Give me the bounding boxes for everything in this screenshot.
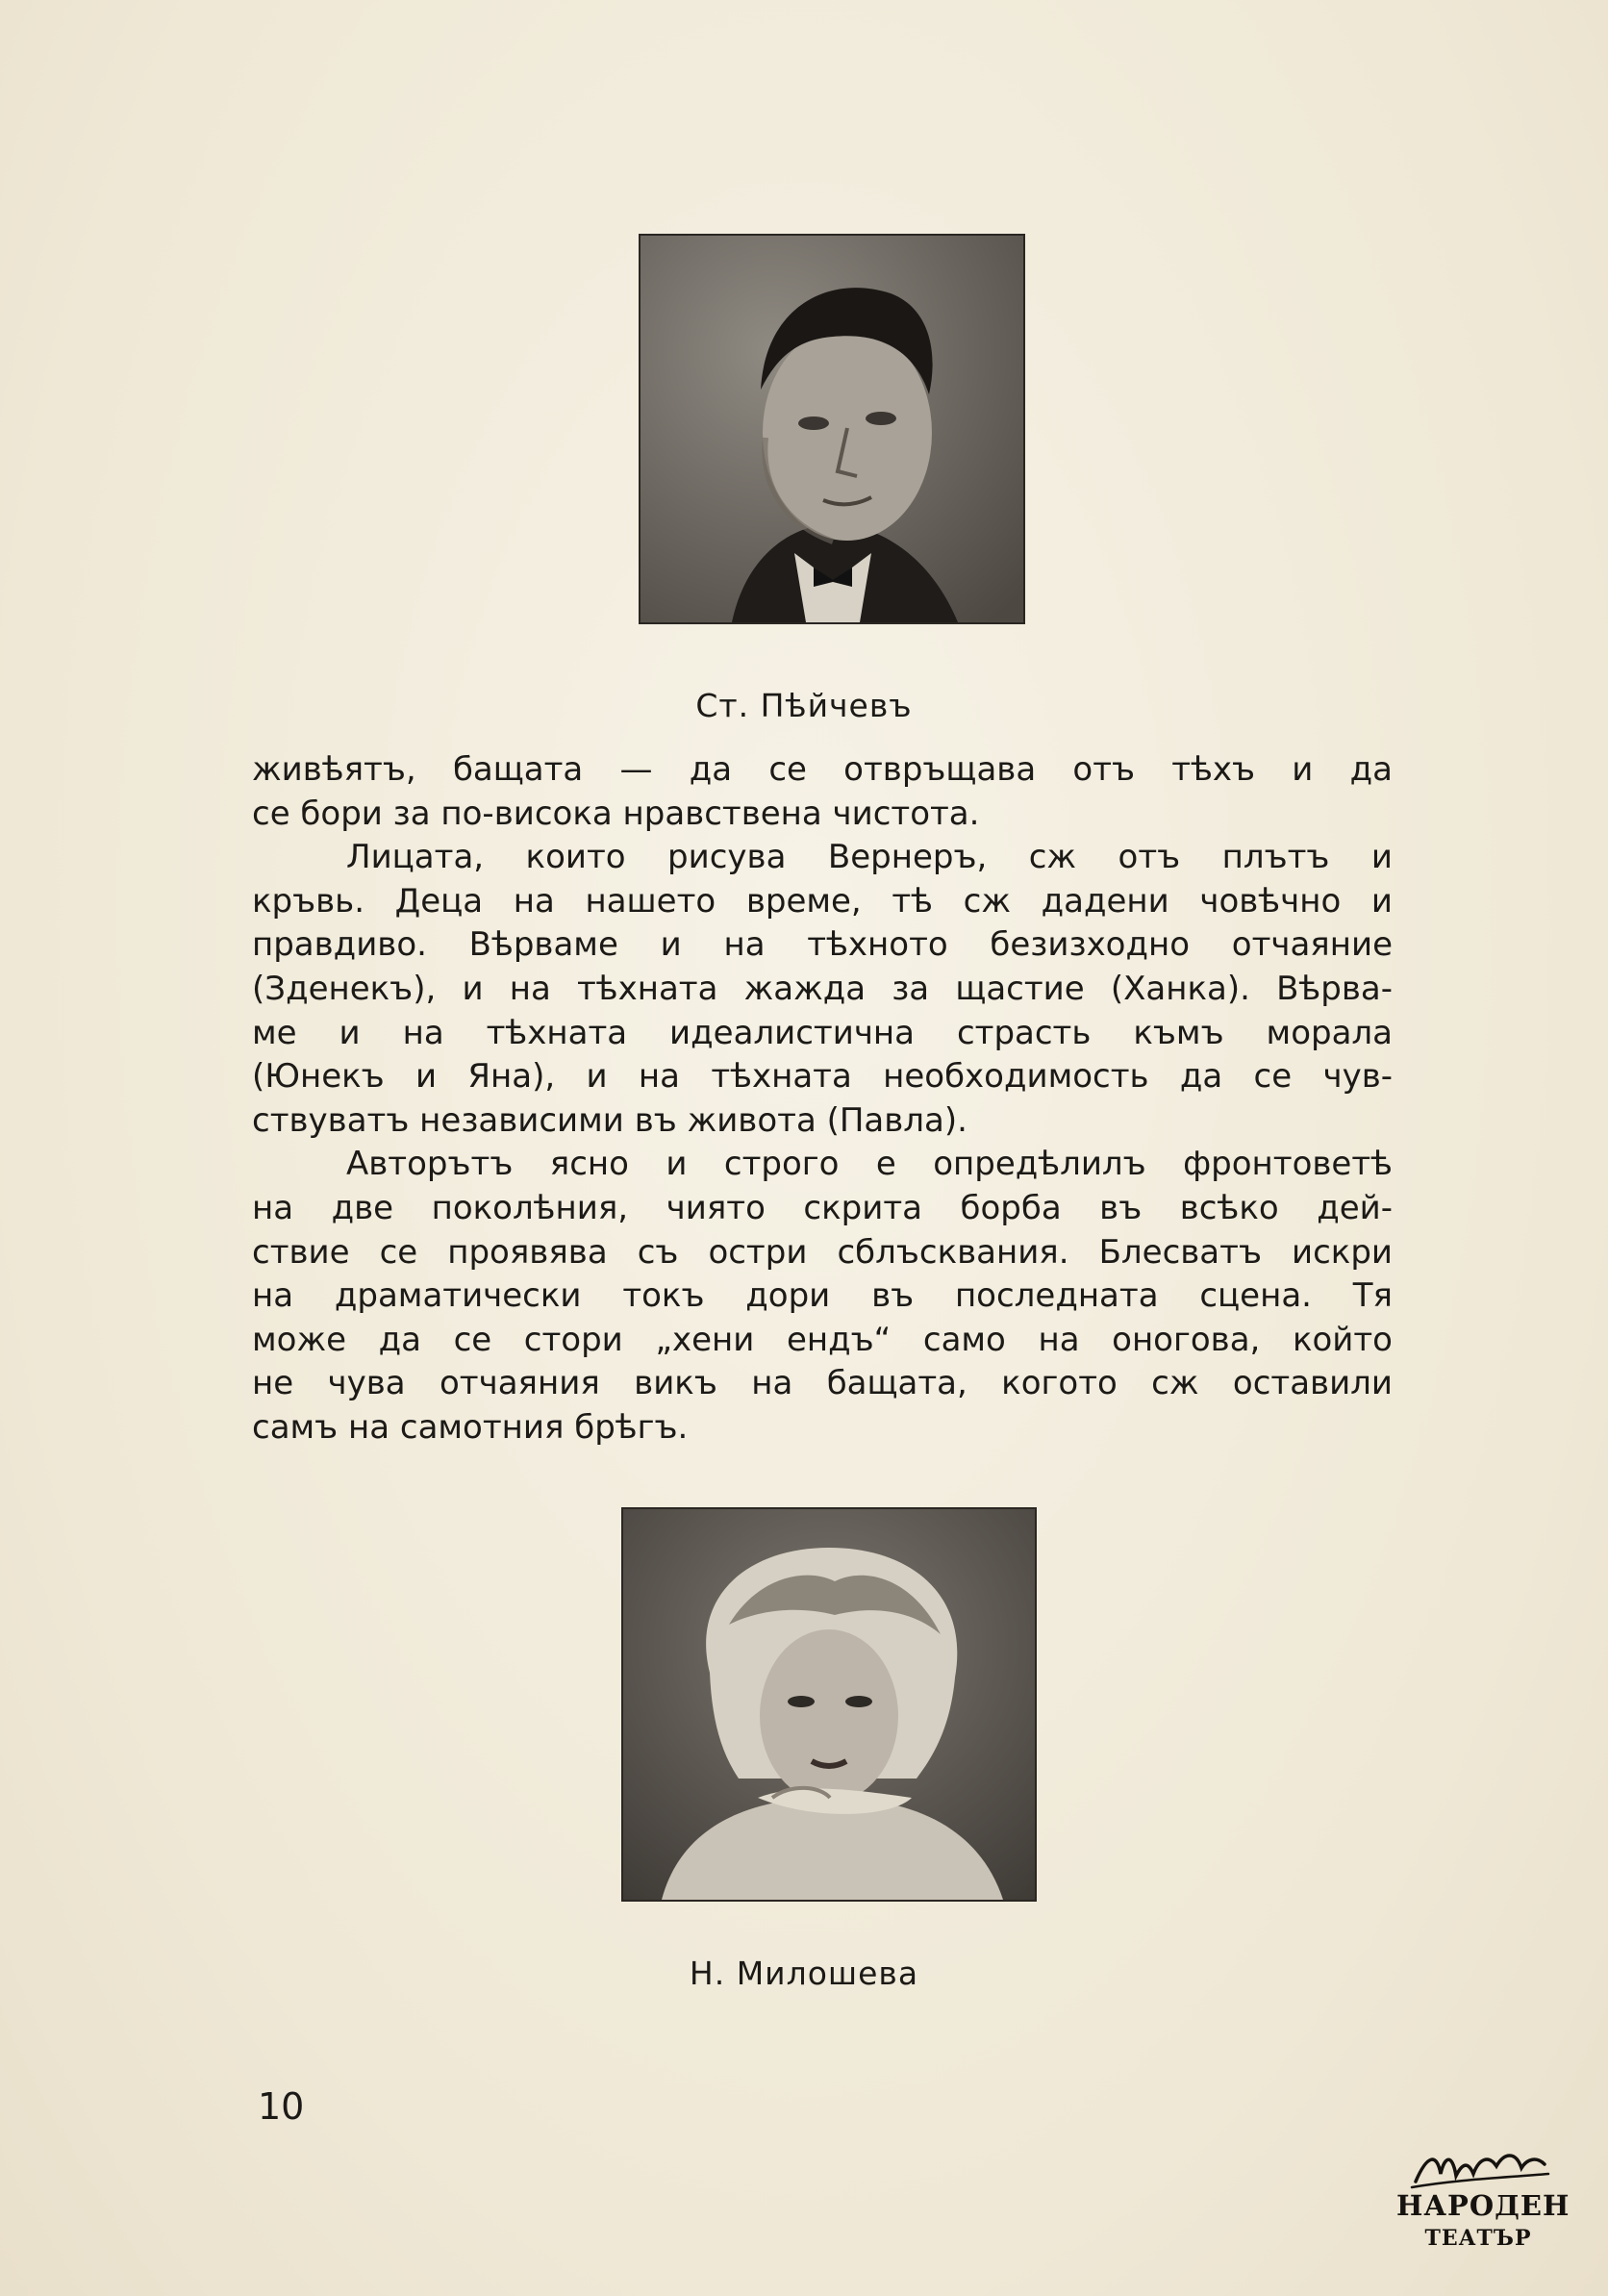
text-line: ме и на тѣхната идеалистична страсть къмъ морала: [252, 1013, 1393, 1052]
text-line: (Юнекъ и Яна), и на тѣхната необходимость да се чув-: [252, 1057, 1393, 1097]
portrait-photo-man: [639, 234, 1025, 624]
signature-icon: [1408, 2145, 1552, 2193]
stamp-line: НАРОДЕН: [1396, 2189, 1570, 2222]
portrait-photo-woman: [621, 1507, 1037, 1902]
paragraph: [252, 836, 1393, 1143]
text-line: не чува отчаяния викъ на бащата, когото сж оставили: [252, 1364, 1393, 1403]
text-line: на драматически токъ дори въ последната сцена. Тя: [252, 1276, 1393, 1316]
text-line: кръвь. Деца на нашето време, тѣ сж дадени човѣчно и: [252, 881, 1393, 921]
text-line: самъ на самотния брѣгъ.: [252, 1407, 689, 1447]
body-text: [252, 748, 1393, 1451]
text-line: живѣятъ, бащата — да се отвръщава отъ тѣхъ и да: [252, 750, 1393, 789]
text-line: ствие се проявява съ остри сблъсквания. Блесватъ искри: [252, 1232, 1393, 1272]
text-line: ствуватъ независими въ живота (Павла).: [252, 1100, 967, 1140]
text-line: правдиво. Вѣрваме и на тѣхното безизходно отчаяние: [252, 925, 1393, 965]
theatre-stamp-logo: [1396, 2145, 1570, 2265]
paragraph: [252, 748, 1393, 836]
text-line: се бори за по-висока нравствена чистота.: [252, 794, 980, 833]
photo-caption: Н. Милошева: [689, 1955, 919, 1992]
paragraph: [252, 1143, 1393, 1450]
text-line: Авторътъ ясно и строго е опредѣлилъ фронтоветѣ: [346, 1145, 1393, 1184]
stamp-line: ТЕАТЪР: [1424, 2226, 1532, 2251]
text-line: на две поколѣния, чиято скрита борба въ всѣко дей-: [252, 1188, 1393, 1227]
photo-caption: Ст. Пѣйчевъ: [695, 687, 913, 724]
page-number: 10: [258, 2085, 305, 2128]
text-line: (Зденекъ), и на тѣхната жажда за щастие (Ханка). Вѣрва-: [252, 969, 1393, 1008]
text-line: Лицата, които рисува Вернеръ, сж отъ плътъ и: [346, 838, 1393, 877]
text-line: може да се стори „хени ендъ“ само на оногова, който: [252, 1320, 1393, 1359]
